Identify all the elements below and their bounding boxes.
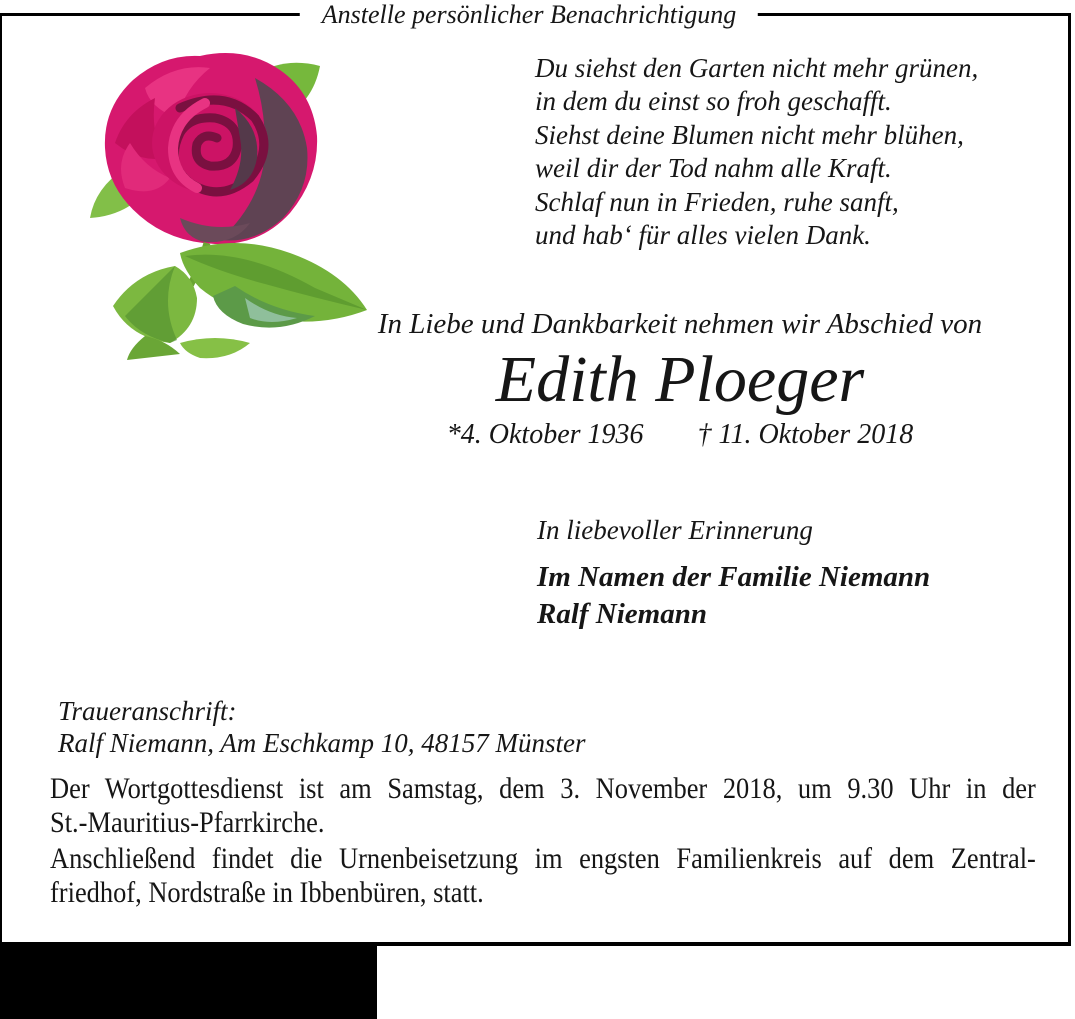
rose-icon	[85, 48, 395, 365]
poem-line: weil dir der Tod nahm alle Kraft.	[535, 153, 892, 184]
death-date: † 11. Oktober 2018	[697, 419, 914, 450]
service-line: Der Wortgottesdienst ist am Samstag, dem 3. November 2018, um 9.30 Uhr in der	[50, 772, 1036, 805]
family-signature-name: Ralf Niemann	[537, 598, 707, 630]
remembrance-line: In liebevoller Erinnerung	[537, 515, 813, 545]
poem-line: Du siehst den Garten nicht mehr grünen,	[535, 53, 979, 83]
service-line: St.-Mauritius-Pfarrkirche.	[50, 805, 325, 839]
farewell-line: In Liebe und Dankbarkeit nehmen wir Abschied von	[377, 308, 983, 340]
poem-line: in dem du einst so froh geschafft.	[535, 86, 892, 117]
poem-line: Siehst deine Blumen nicht mehr blühen,	[535, 119, 964, 150]
birth-date: *4. Oktober 1936	[446, 419, 644, 450]
deceased-name: Edith Ploeger	[495, 343, 865, 416]
mourning-address-label: Traueranschrift:	[58, 696, 237, 726]
burial-line: friedhof, Nordstraße in Ibbenbüren, statt.	[50, 875, 484, 909]
poem-line: Schlaf nun in Frieden, ruhe sanft,	[535, 186, 899, 217]
burial-line: Anschließend findet die Urnenbeisetzung im engsten Familienkreis auf dem Zentral-	[50, 842, 1036, 875]
poem-line: und hab‘ für alles vielen Dank.	[535, 220, 871, 251]
redaction-box	[0, 942, 377, 1019]
banner-title: Anstelle persönlicher Benachrichtigung	[300, 1, 758, 29]
family-signature-line: Im Namen der Familie Niemann	[537, 561, 931, 593]
mourning-address: Ralf Niemann, Am Eschkamp 10, 48157 Münster	[58, 728, 586, 758]
